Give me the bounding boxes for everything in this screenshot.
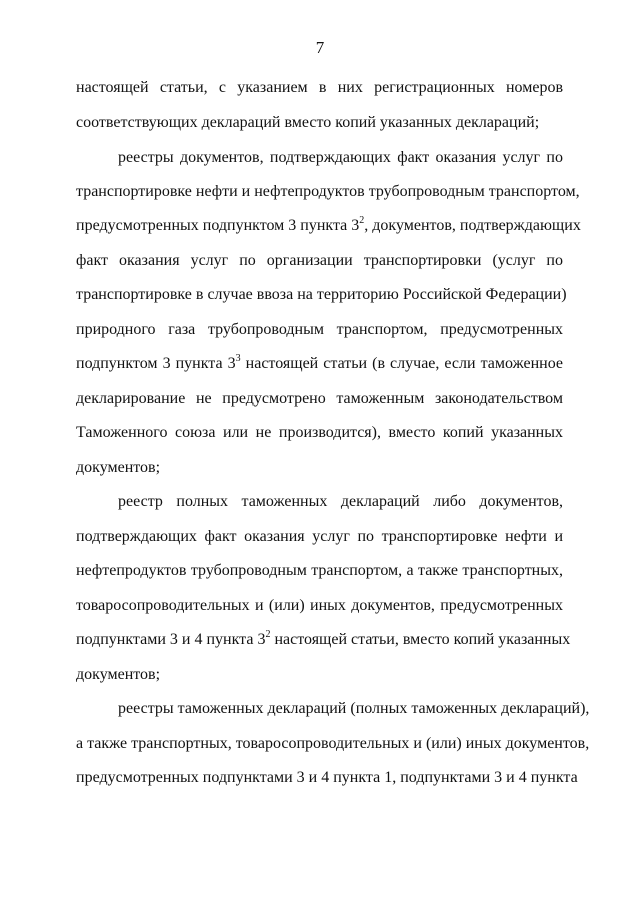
text-line: реестры документов, подтверждающих факт оказания услуг по [118, 149, 563, 166]
page-number: 7 [315, 38, 325, 57]
text-line: природного газа трубопроводным транспортом, предусмотренных [76, 321, 563, 338]
superscript: 3 [235, 353, 241, 364]
text-line: транспортировке нефти и нефтепродуктов трубопроводным транспортом, [76, 183, 580, 200]
text-line: декларирование не предусмотрено таможенным законодательством [76, 390, 563, 407]
text-line: подтверждающих факт оказания услуг по транспортировке нефти и [76, 528, 563, 545]
text-fragment: подпунктами 3 и 4 пункта 3 [76, 631, 266, 648]
text-line: настоящей статьи, с указанием в них регистрационных номеров [76, 79, 563, 96]
text-fragment: предусмотренных подпунктом 3 пункта 3 [76, 217, 360, 234]
text-line: а также транспортных, товаросопроводительных и (или) иных документов, [76, 735, 590, 752]
text-line: реестры таможенных деклараций (полных таможенных деклараций), [118, 700, 590, 717]
text-line: факт оказания услуг по организации транспортировки (услуг по [76, 252, 563, 269]
text-fragment: настоящей статьи, вместо копий указанных [270, 631, 571, 648]
text-line [76, 354, 563, 374]
text-line: предусмотренных подпунктами 3 и 4 пункта 1, подпунктами 3 и 4 пункта [76, 769, 578, 786]
text-line: документов; [76, 666, 161, 683]
text-fragment: , документов, подтверждающих [364, 217, 581, 234]
text-line [76, 215, 581, 236]
text-line [76, 629, 571, 650]
text-line: транспортировке в случае ввоза на территорию Российской Федерации) [76, 286, 567, 303]
text-line: нефтепродуктов трубопроводным транспортом, а также транспортных, [76, 562, 563, 579]
superscript: 2 [265, 629, 271, 640]
text-line: документов; [76, 459, 161, 476]
text-fragment: настоящей статьи (в случае, если таможенное [240, 355, 563, 372]
text-line: соответствующих деклараций вместо копий указанных деклараций; [76, 114, 540, 131]
superscript: 2 [359, 215, 365, 226]
text-line: Таможенного союза или не производится), вместо копий указанных [76, 424, 563, 441]
text-fragment: подпунктом 3 пункта 3 [76, 355, 236, 372]
text-line: реестр полных таможенных деклараций либо документов, [118, 493, 563, 510]
text-line: товаросопроводительных и (или) иных документов, предусмотренных [76, 597, 563, 614]
